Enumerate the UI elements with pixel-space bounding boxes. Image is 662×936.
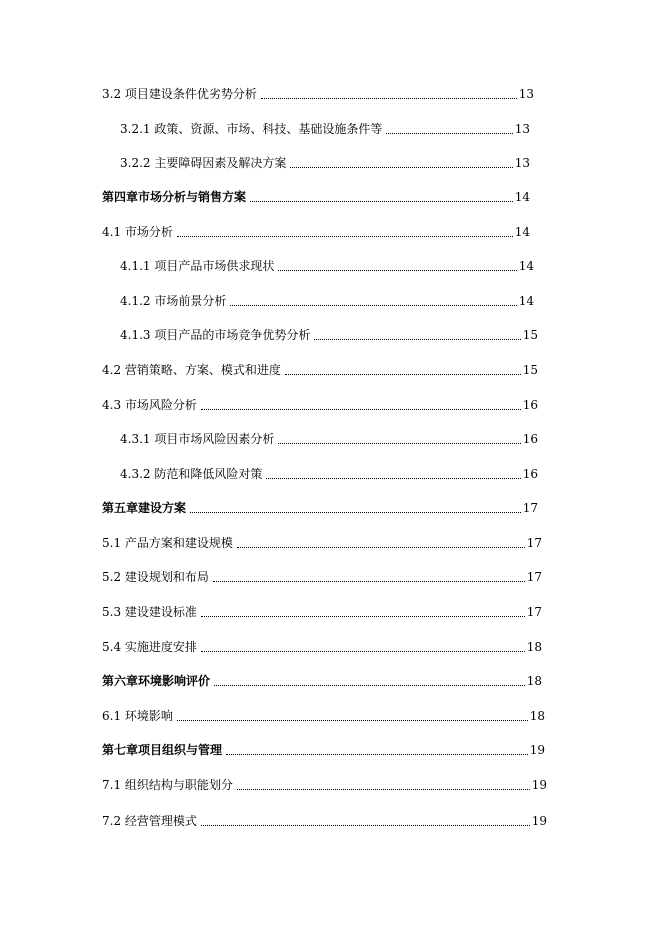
toc-entry-title: 4.1.1 项目产品市场供求现状 <box>120 259 275 273</box>
toc-leader-dots <box>201 824 530 826</box>
toc-entry-title: 4.1.3 项目产品的市场竞争优势分析 <box>120 328 311 342</box>
toc-entry-page: 13 <box>518 87 534 101</box>
toc-entry-title: 第七章项目组织与管理 <box>102 743 223 757</box>
toc-leader-dots <box>250 200 513 202</box>
toc-entry-title: 4.3 市场风险分析 <box>102 398 197 412</box>
toc-leader-dots <box>177 235 513 237</box>
toc-entry-page: 17 <box>522 501 538 515</box>
toc-entry-page: 17 <box>526 605 542 619</box>
toc-entry[interactable] <box>120 293 534 309</box>
toc-entry[interactable] <box>120 466 538 482</box>
toc-leader-dots <box>201 650 525 652</box>
toc-leader-dots <box>226 753 528 755</box>
toc-entry-page: 14 <box>518 259 534 273</box>
toc-entry-title: 6.1 环境影响 <box>102 709 173 723</box>
toc-entry-title: 3.2.2 主要障碍因素及解决方案 <box>120 156 287 170</box>
toc-entry[interactable] <box>102 224 530 240</box>
toc-chapter-entry[interactable] <box>102 742 545 758</box>
toc-entry-page: 14 <box>518 294 534 308</box>
toc-entry-title: 3.2 项目建设条件优劣势分析 <box>102 87 257 101</box>
toc-entry[interactable] <box>120 431 538 447</box>
toc-entry[interactable] <box>102 708 545 724</box>
toc-leader-dots <box>190 511 521 513</box>
toc-leader-dots <box>290 166 512 168</box>
toc-entry-title: 5.4 实施进度安排 <box>102 640 197 654</box>
toc-entry[interactable] <box>120 258 534 274</box>
toc-entry[interactable] <box>102 569 542 585</box>
toc-entry-page: 14 <box>514 225 530 239</box>
toc-leader-dots <box>278 442 520 444</box>
toc-entry[interactable] <box>102 813 547 829</box>
toc-entry-title: 第五章建设方案 <box>102 501 187 515</box>
toc-entry-title: 第六章环境影响评价 <box>102 674 211 688</box>
toc-leader-dots <box>201 408 521 410</box>
toc-leader-dots <box>266 477 520 479</box>
toc-leader-dots <box>278 269 516 271</box>
toc-chapter-entry[interactable] <box>102 500 538 516</box>
toc-entry[interactable] <box>102 86 534 102</box>
toc-entry-title: 5.2 建设规划和布局 <box>102 570 209 584</box>
toc-entry[interactable] <box>102 777 547 793</box>
toc-entry-title: 7.2 经营管理模式 <box>102 814 197 828</box>
toc-entry[interactable] <box>102 397 538 413</box>
toc-entry-title: 第四章市场分析与销售方案 <box>102 190 247 204</box>
toc-entry[interactable] <box>120 121 530 137</box>
toc-entry-page: 16 <box>522 432 538 446</box>
toc-leader-dots <box>237 788 530 790</box>
toc-entry-page: 13 <box>514 122 530 136</box>
toc-leader-dots <box>285 373 521 375</box>
toc-entry[interactable] <box>102 604 542 620</box>
toc-entry[interactable] <box>102 639 542 655</box>
toc-entry[interactable] <box>120 155 530 171</box>
toc-leader-dots <box>213 580 525 582</box>
toc-entry-title: 4.2 营销策略、方案、模式和进度 <box>102 363 281 377</box>
toc-entry-page: 17 <box>526 570 542 584</box>
toc-entry-page: 15 <box>522 363 538 377</box>
toc-entry-page: 16 <box>522 467 538 481</box>
toc-entry-page: 19 <box>531 814 547 828</box>
toc-leader-dots <box>177 719 528 721</box>
toc-entry[interactable] <box>102 362 538 378</box>
toc-leader-dots <box>261 97 517 99</box>
toc-entry-page: 19 <box>531 778 547 792</box>
toc-entry-page: 19 <box>529 743 545 757</box>
toc-entry-page: 18 <box>529 709 545 723</box>
toc-entry-title: 3.2.1 政策、资源、市场、科技、基础设施条件等 <box>120 122 383 136</box>
toc-entry-title: 4.3.1 项目市场风险因素分析 <box>120 432 275 446</box>
toc-entry-page: 14 <box>514 190 530 204</box>
toc-chapter-entry[interactable] <box>102 673 542 689</box>
toc-entry[interactable] <box>102 535 542 551</box>
toc-entry-page: 13 <box>514 156 530 170</box>
toc-leader-dots <box>386 132 512 134</box>
toc-entry-page: 17 <box>526 536 542 550</box>
toc-entry-title: 4.1.2 市场前景分析 <box>120 294 227 308</box>
toc-entry-title: 5.3 建设建设标准 <box>102 605 197 619</box>
toc-leader-dots <box>314 338 520 340</box>
toc-entry-page: 16 <box>522 398 538 412</box>
toc-leader-dots <box>201 615 525 617</box>
toc-entry-page: 18 <box>526 674 542 688</box>
toc-entry[interactable] <box>120 327 538 343</box>
toc-entry-title: 4.1 市场分析 <box>102 225 173 239</box>
toc-chapter-entry[interactable] <box>102 189 530 205</box>
toc-entry-title: 7.1 组织结构与职能划分 <box>102 778 233 792</box>
toc-leader-dots <box>214 684 525 686</box>
toc-entry-title: 5.1 产品方案和建设规模 <box>102 536 233 550</box>
toc-leader-dots <box>230 304 516 306</box>
toc-entry-page: 15 <box>522 328 538 342</box>
toc-entry-title: 4.3.2 防范和降低风险对策 <box>120 467 263 481</box>
toc-leader-dots <box>237 546 525 548</box>
toc-entry-page: 18 <box>526 640 542 654</box>
